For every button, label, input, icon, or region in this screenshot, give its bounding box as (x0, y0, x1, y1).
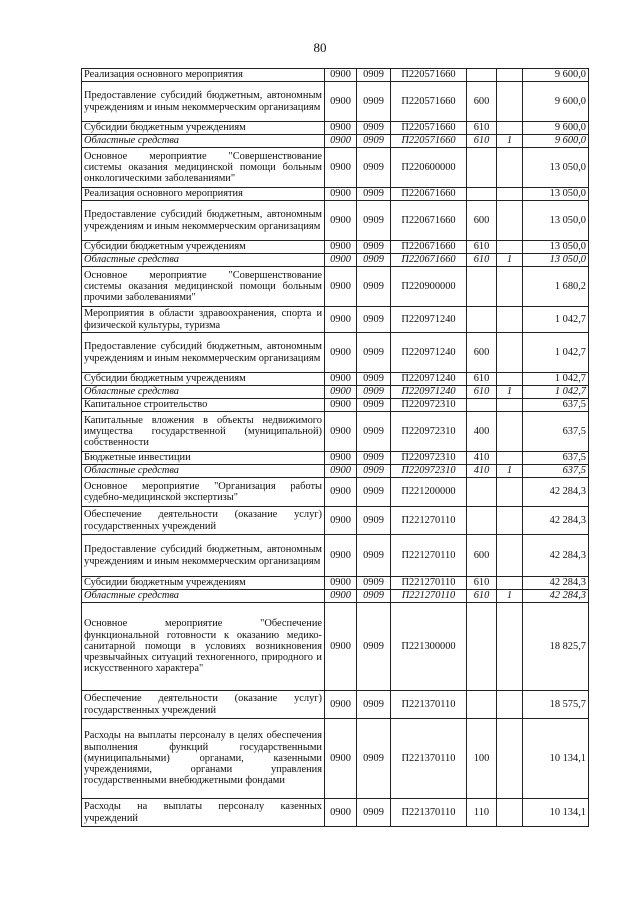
row-name: Реализация основного мероприятия (82, 69, 325, 82)
target-article-code: П221300000 (391, 603, 467, 691)
amount: 1 042,7 (523, 386, 589, 399)
amount: 637,5 (523, 465, 589, 478)
expense-type-code (467, 507, 497, 535)
expense-type-code: 410 (467, 452, 497, 465)
row-name: Областные средства (82, 254, 325, 267)
subsection-code: 0909 (357, 603, 391, 691)
amount: 42 284,3 (523, 507, 589, 535)
subsection-code: 0909 (357, 122, 391, 135)
target-article-code: П220971240 (391, 307, 467, 333)
target-article-code: П221370110 (391, 691, 467, 719)
table-row (82, 82, 589, 122)
funding-source-code (497, 122, 523, 135)
amount: 42 284,3 (523, 478, 589, 507)
target-article-code: П220571660 (391, 69, 467, 82)
expense-type-code: 600 (467, 82, 497, 122)
funding-source-code (497, 307, 523, 333)
amount: 42 284,3 (523, 577, 589, 590)
subsection-code: 0909 (357, 82, 391, 122)
funding-source-code (497, 577, 523, 590)
section-code: 0900 (325, 135, 357, 148)
expense-type-code (467, 307, 497, 333)
expense-type-code (467, 691, 497, 719)
subsection-code: 0909 (357, 188, 391, 201)
section-code: 0900 (325, 603, 357, 691)
expense-type-code (467, 148, 497, 188)
subsection-code: 0909 (357, 69, 391, 82)
expense-type-code: 610 (467, 122, 497, 135)
amount: 1 042,7 (523, 373, 589, 386)
table-row (82, 691, 589, 719)
expense-type-code (467, 399, 497, 412)
subsection-code: 0909 (357, 241, 391, 254)
target-article-code: П220671660 (391, 201, 467, 241)
section-code: 0900 (325, 69, 357, 82)
section-code: 0900 (325, 465, 357, 478)
row-name: Расходы на выплаты персоналу казенных учреждений (82, 799, 325, 827)
funding-source-code (497, 201, 523, 241)
subsection-code: 0909 (357, 465, 391, 478)
row-name: Предоставление субсидий бюджетным, автономным учреждениям и иным некоммерческим организациям (82, 201, 325, 241)
table-row (82, 386, 589, 399)
subsection-code: 0909 (357, 201, 391, 241)
subsection-code: 0909 (357, 412, 391, 452)
funding-source-code: 1 (497, 135, 523, 148)
expense-type-code: 410 (467, 465, 497, 478)
target-article-code: П221270110 (391, 590, 467, 603)
section-code: 0900 (325, 307, 357, 333)
section-code: 0900 (325, 452, 357, 465)
amount: 9 600,0 (523, 122, 589, 135)
target-article-code: П220671660 (391, 241, 467, 254)
table-row (82, 535, 589, 577)
expense-type-code: 400 (467, 412, 497, 452)
subsection-code: 0909 (357, 590, 391, 603)
amount: 13 050,0 (523, 241, 589, 254)
subsection-code: 0909 (357, 135, 391, 148)
table-row (82, 478, 589, 507)
row-name: Основное мероприятие "Организация работы судебно-медицинской экспертизы" (82, 478, 325, 507)
amount: 13 050,0 (523, 201, 589, 241)
row-name: Основное мероприятие "Совершенствование системы оказания медицинской помощи больным онкологическими заболеваниями" (82, 148, 325, 188)
table-row (82, 122, 589, 135)
subsection-code: 0909 (357, 399, 391, 412)
target-article-code: П221370110 (391, 719, 467, 799)
section-code: 0900 (325, 719, 357, 799)
row-name: Предоставление субсидий бюджетным, автономным учреждениям и иным некоммерческим организациям (82, 82, 325, 122)
funding-source-code (497, 691, 523, 719)
table-row (82, 799, 589, 827)
funding-source-code (497, 82, 523, 122)
table-row (82, 201, 589, 241)
table-row (82, 254, 589, 267)
target-article-code: П220971240 (391, 333, 467, 373)
row-name: Мероприятия в области здравоохранения, спорта и физической культуры, туризма (82, 307, 325, 333)
row-name: Областные средства (82, 465, 325, 478)
section-code: 0900 (325, 590, 357, 603)
table-row (82, 399, 589, 412)
table-row (82, 69, 589, 82)
target-article-code: П220671660 (391, 188, 467, 201)
target-article-code: П220971240 (391, 386, 467, 399)
funding-source-code (497, 507, 523, 535)
subsection-code: 0909 (357, 386, 391, 399)
table-row (82, 603, 589, 691)
table-row (82, 590, 589, 603)
subsection-code: 0909 (357, 799, 391, 827)
subsection-code: 0909 (357, 307, 391, 333)
expense-type-code: 610 (467, 241, 497, 254)
subsection-code: 0909 (357, 148, 391, 188)
subsection-code: 0909 (357, 535, 391, 577)
target-article-code: П220971240 (391, 373, 467, 386)
section-code: 0900 (325, 412, 357, 452)
target-article-code: П220972310 (391, 412, 467, 452)
target-article-code: П220571660 (391, 135, 467, 148)
row-name: Основное мероприятие "Совершенствование системы оказания медицинской помощи больным прочими заболеваниями" (82, 267, 325, 307)
target-article-code: П221270110 (391, 535, 467, 577)
subsection-code: 0909 (357, 452, 391, 465)
amount: 9 600,0 (523, 135, 589, 148)
row-name: Капитальное строительство (82, 399, 325, 412)
table-row (82, 719, 589, 799)
expense-type-code: 610 (467, 386, 497, 399)
amount: 637,5 (523, 412, 589, 452)
amount: 42 284,3 (523, 535, 589, 577)
target-article-code: П220972310 (391, 399, 467, 412)
section-code: 0900 (325, 122, 357, 135)
amount: 13 050,0 (523, 254, 589, 267)
section-code: 0900 (325, 373, 357, 386)
table-row (82, 267, 589, 307)
subsection-code: 0909 (357, 719, 391, 799)
target-article-code: П220972310 (391, 465, 467, 478)
table-row (82, 148, 589, 188)
expense-type-code: 100 (467, 719, 497, 799)
expense-type-code: 600 (467, 535, 497, 577)
section-code: 0900 (325, 478, 357, 507)
row-name: Основное мероприятие "Обеспечение функциональной готовности к оказанию медико-санитарной помощи в условиях возникновения чрезвычайных ситуаций техногенного, природного и искусственного характера" (82, 603, 325, 691)
section-code: 0900 (325, 535, 357, 577)
expense-type-code (467, 603, 497, 691)
subsection-code: 0909 (357, 333, 391, 373)
amount: 42 284,3 (523, 590, 589, 603)
target-article-code: П220972310 (391, 452, 467, 465)
row-name: Реализация основного мероприятия (82, 188, 325, 201)
expense-type-code (467, 267, 497, 307)
funding-source-code (497, 452, 523, 465)
funding-source-code (497, 535, 523, 577)
row-name: Капитальные вложения в объекты недвижимого имущества государственной (муниципальной) собственности (82, 412, 325, 452)
funding-source-code: 1 (497, 465, 523, 478)
funding-source-code (497, 148, 523, 188)
row-name: Областные средства (82, 590, 325, 603)
target-article-code: П220571660 (391, 82, 467, 122)
expense-type-code: 600 (467, 201, 497, 241)
expense-type-code (467, 188, 497, 201)
row-name: Субсидии бюджетным учреждениям (82, 241, 325, 254)
target-article-code: П220571660 (391, 122, 467, 135)
budget-table-body (82, 69, 589, 827)
amount: 13 050,0 (523, 148, 589, 188)
target-article-code: П221270110 (391, 577, 467, 590)
target-article-code: П220600000 (391, 148, 467, 188)
expense-type-code: 610 (467, 577, 497, 590)
table-row (82, 135, 589, 148)
funding-source-code (497, 333, 523, 373)
section-code: 0900 (325, 267, 357, 307)
funding-source-code (497, 478, 523, 507)
table-row (82, 412, 589, 452)
target-article-code: П221200000 (391, 478, 467, 507)
row-name: Бюджетные инвестиции (82, 452, 325, 465)
section-code: 0900 (325, 201, 357, 241)
funding-source-code (497, 719, 523, 799)
target-article-code: П220671660 (391, 254, 467, 267)
funding-source-code: 1 (497, 590, 523, 603)
funding-source-code (497, 412, 523, 452)
amount: 9 600,0 (523, 69, 589, 82)
subsection-code: 0909 (357, 373, 391, 386)
section-code: 0900 (325, 386, 357, 399)
funding-source-code (497, 267, 523, 307)
subsection-code: 0909 (357, 691, 391, 719)
row-name: Предоставление субсидий бюджетным, автономным учреждениям и иным некоммерческим организациям (82, 535, 325, 577)
row-name: Субсидии бюджетным учреждениям (82, 373, 325, 386)
target-article-code: П220900000 (391, 267, 467, 307)
section-code: 0900 (325, 799, 357, 827)
expense-type-code: 610 (467, 135, 497, 148)
page-number: 80 (313, 40, 327, 55)
expense-type-code: 610 (467, 373, 497, 386)
amount: 10 134,1 (523, 799, 589, 827)
amount: 9 600,0 (523, 82, 589, 122)
section-code: 0900 (325, 148, 357, 188)
section-code: 0900 (325, 507, 357, 535)
row-name: Обеспечение деятельности (оказание услуг) государственных учреждений (82, 507, 325, 535)
row-name: Обеспечение деятельности (оказание услуг) государственных учреждений (82, 691, 325, 719)
expense-type-code (467, 69, 497, 82)
section-code: 0900 (325, 82, 357, 122)
subsection-code: 0909 (357, 577, 391, 590)
section-code: 0900 (325, 254, 357, 267)
funding-source-code (497, 399, 523, 412)
funding-source-code (497, 373, 523, 386)
funding-source-code (497, 188, 523, 201)
table-row (82, 507, 589, 535)
row-name: Расходы на выплаты персоналу в целях обеспечения выполнения функций государственными (муниципальными) органами, казенными учреждениями, органами управления государственными внебюджетными фондами (82, 719, 325, 799)
table-row (82, 452, 589, 465)
budget-table (81, 68, 589, 827)
row-name: Областные средства (82, 135, 325, 148)
table-row (82, 465, 589, 478)
subsection-code: 0909 (357, 478, 391, 507)
table-row (82, 241, 589, 254)
amount: 10 134,1 (523, 719, 589, 799)
table-row (82, 577, 589, 590)
table-row (82, 373, 589, 386)
row-name: Субсидии бюджетным учреждениям (82, 577, 325, 590)
expense-type-code: 610 (467, 590, 497, 603)
row-name: Субсидии бюджетным учреждениям (82, 122, 325, 135)
section-code: 0900 (325, 399, 357, 412)
amount: 13 050,0 (523, 188, 589, 201)
subsection-code: 0909 (357, 267, 391, 307)
amount: 1 042,7 (523, 333, 589, 373)
table-row (82, 188, 589, 201)
funding-source-code (497, 799, 523, 827)
section-code: 0900 (325, 241, 357, 254)
subsection-code: 0909 (357, 254, 391, 267)
expense-type-code (467, 478, 497, 507)
expense-type-code: 600 (467, 333, 497, 373)
expense-type-code: 110 (467, 799, 497, 827)
funding-source-code (497, 241, 523, 254)
row-name: Областные средства (82, 386, 325, 399)
table-row (82, 333, 589, 373)
amount: 1 042,7 (523, 307, 589, 333)
subsection-code: 0909 (357, 507, 391, 535)
section-code: 0900 (325, 333, 357, 373)
expense-type-code: 610 (467, 254, 497, 267)
amount: 18 575,7 (523, 691, 589, 719)
target-article-code: П221370110 (391, 799, 467, 827)
funding-source-code (497, 603, 523, 691)
amount: 637,5 (523, 452, 589, 465)
row-name: Предоставление субсидий бюджетным, автономным учреждениям и иным некоммерческим организациям (82, 333, 325, 373)
section-code: 0900 (325, 577, 357, 590)
section-code: 0900 (325, 188, 357, 201)
amount: 637,5 (523, 399, 589, 412)
amount: 1 680,2 (523, 267, 589, 307)
section-code: 0900 (325, 691, 357, 719)
table-row (82, 307, 589, 333)
funding-source-code (497, 69, 523, 82)
funding-source-code: 1 (497, 254, 523, 267)
amount: 18 825,7 (523, 603, 589, 691)
target-article-code: П221270110 (391, 507, 467, 535)
funding-source-code: 1 (497, 386, 523, 399)
